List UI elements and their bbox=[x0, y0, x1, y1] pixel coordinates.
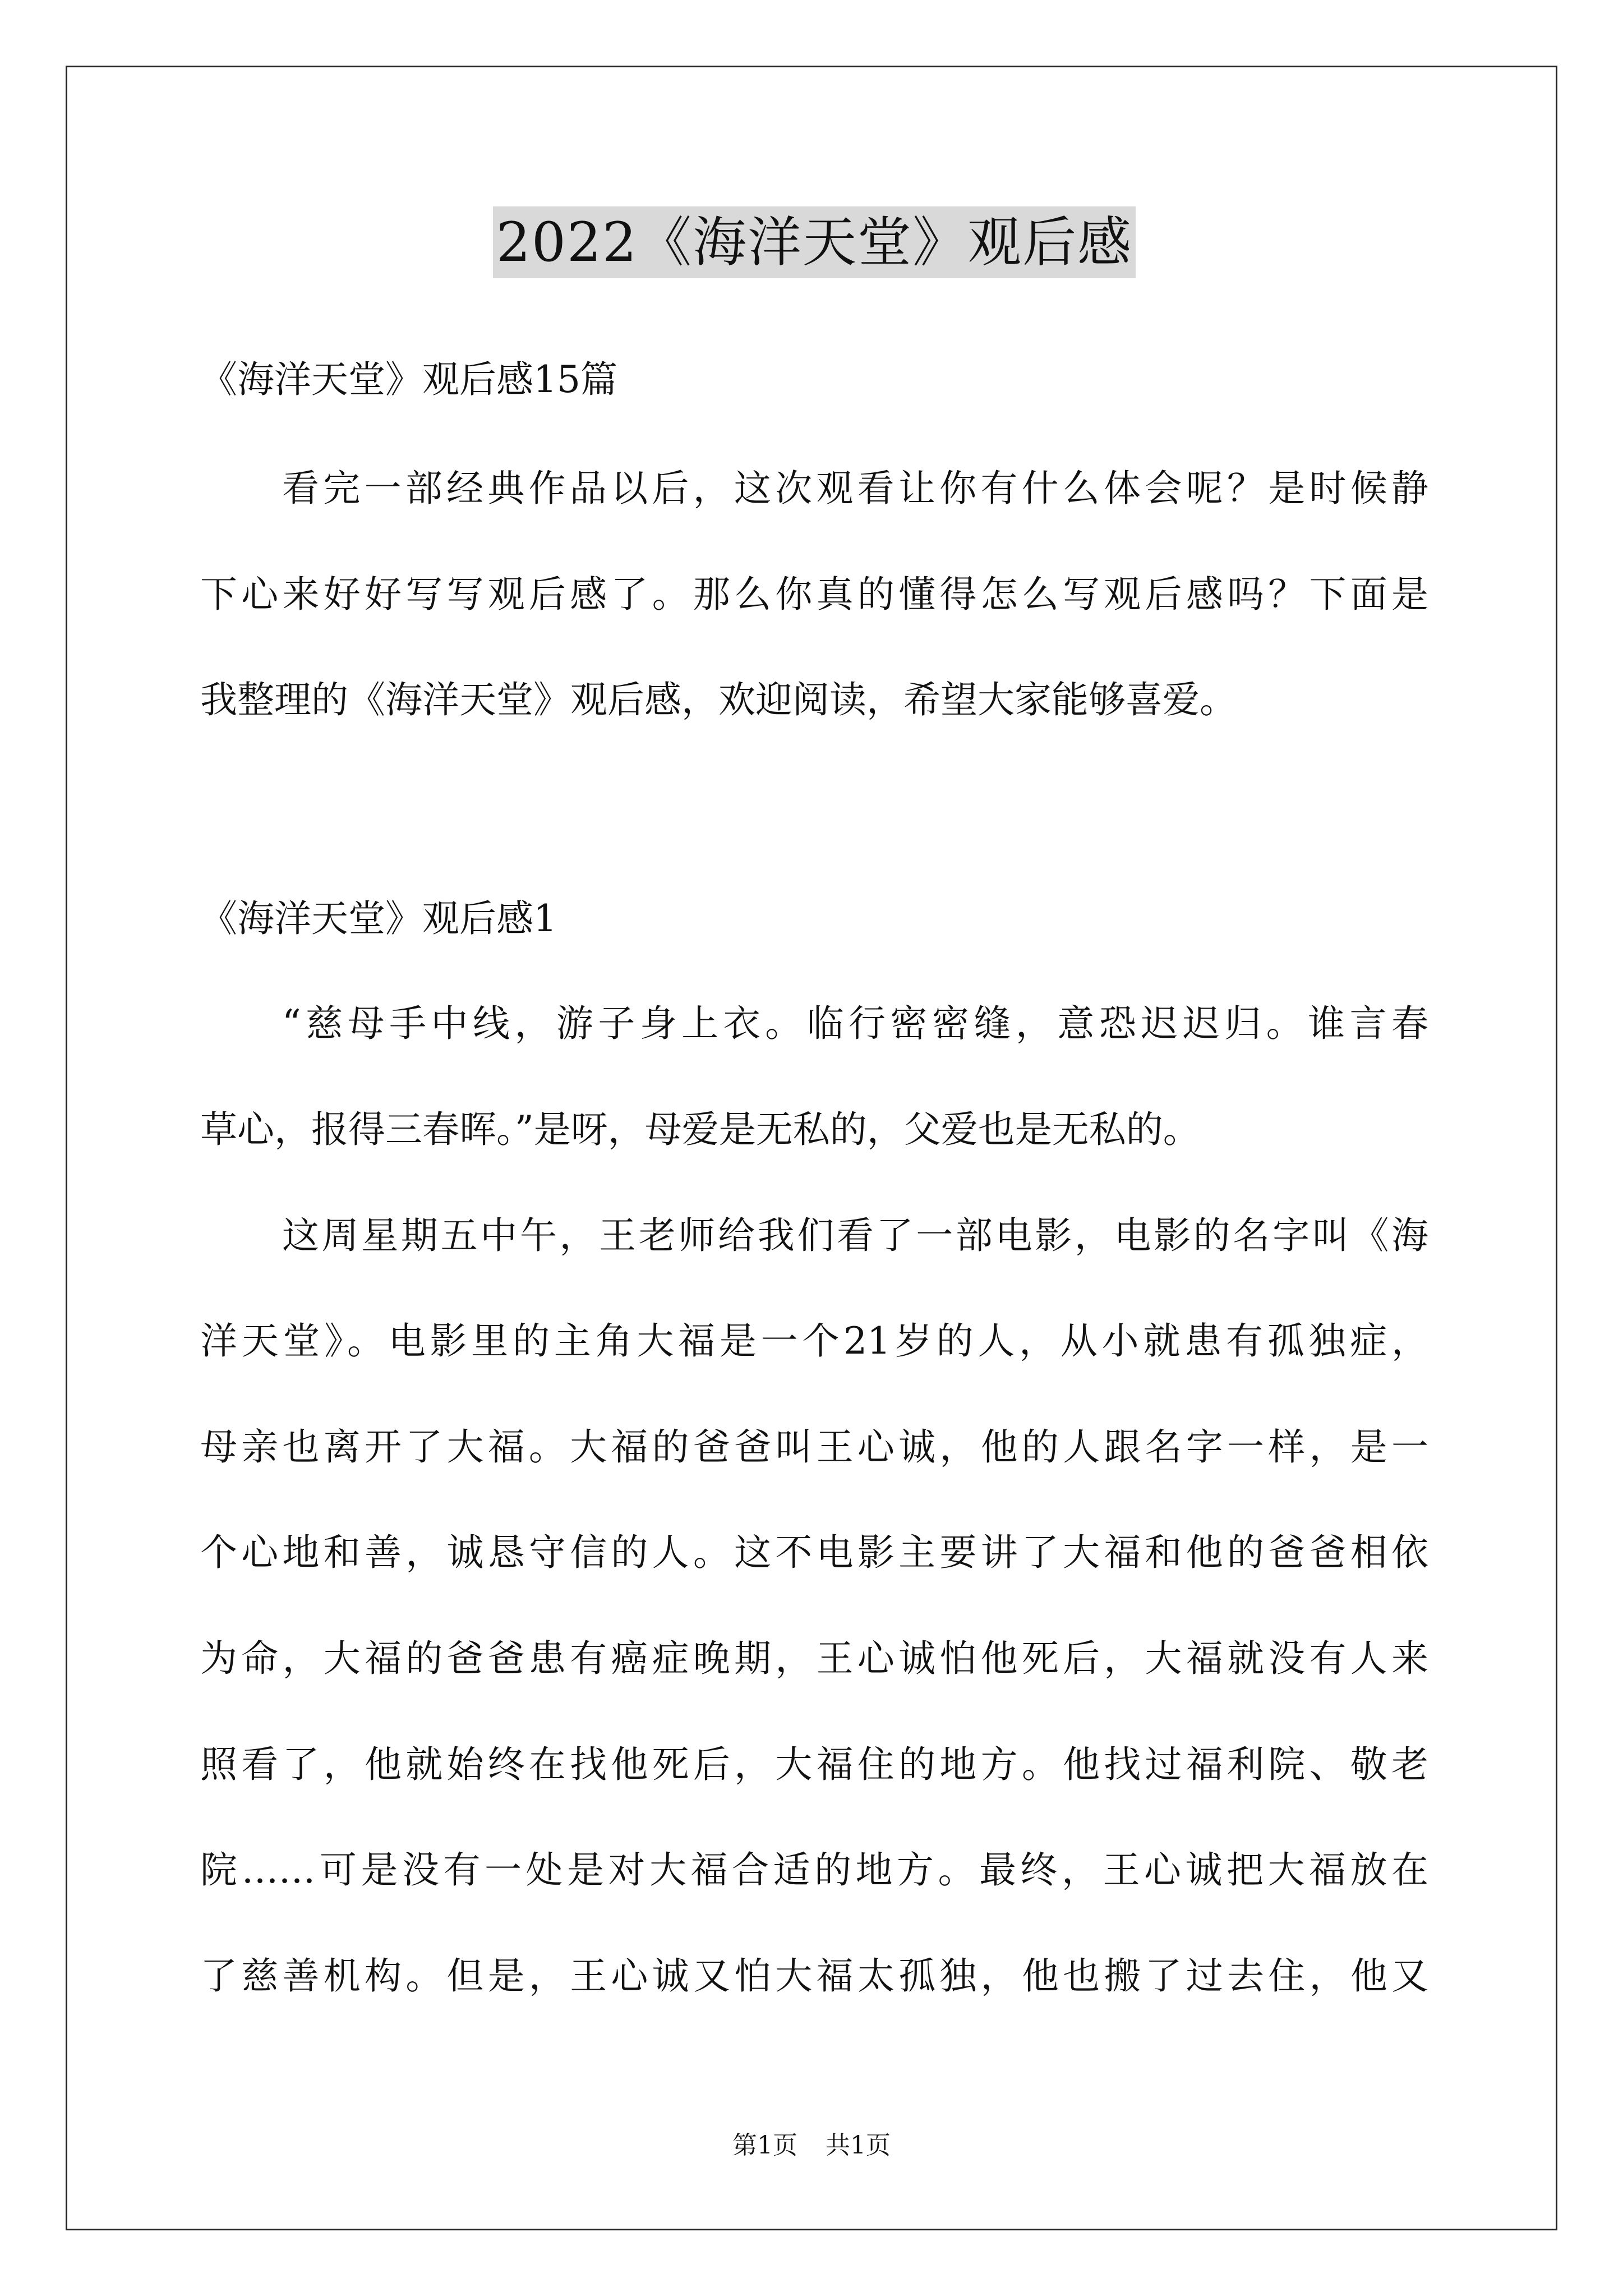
paragraph-line: 个心地和善，诚恳守信的人。这不电影主要讲了大福和他的爸爸相依 bbox=[200, 1531, 1428, 1574]
paragraph-line: 照看了，他就始终在找他死后，大福住的地方。他找过福利院、敬老 bbox=[200, 1743, 1428, 1786]
paragraph-line: 了慈善机构。但是，王心诚又怕大福太孤独，他也搬了过去住，他又 bbox=[200, 1954, 1428, 1998]
intro-line: 我整理的《海洋天堂》观后感，欢迎阅读，希望大家能够喜爱。 bbox=[200, 678, 1237, 721]
paragraph-line: 这周星期五中午，王老师给我们看了一部电影，电影的名字叫《海 bbox=[282, 1214, 1428, 1257]
paragraph-line: 院……可是没有一处是对大福合适的地方。最终，王心诚把大福放在 bbox=[200, 1848, 1428, 1892]
page-number: 第1页 bbox=[732, 2131, 797, 2160]
paragraph-line: “慈母手中线，游子身上衣。临行密密缝，意恐迟迟归。谁言春 bbox=[282, 1002, 1428, 1045]
document-title: 2022《海洋天堂》观后感 bbox=[493, 206, 1136, 278]
paragraph-line: 洋天堂》。电影里的主角大福是一个21岁的人，从小就患有孤独症， bbox=[200, 1319, 1428, 1363]
intro-line: 下心来好好写写观后感了。那么你真的懂得怎么写观后感吗？下面是 bbox=[200, 573, 1428, 616]
paragraph-line: 为命，大福的爸爸患有癌症晚期，王心诚怕他死后，大福就没有人来 bbox=[200, 1637, 1428, 1680]
intro-line: 看完一部经典作品以后，这次观看让你有什么体会呢？是时候静 bbox=[282, 467, 1428, 510]
title-wrap bbox=[200, 206, 1428, 278]
page-total: 共1页 bbox=[826, 2131, 891, 2160]
section-heading: 《海洋天堂》观后感1 bbox=[200, 897, 557, 940]
paragraph-line: 草心，报得三春晖。”是呀，母爱是无私的，父爱也是无私的。 bbox=[200, 1108, 1200, 1151]
paragraph-line: 母亲也离开了大福。大福的爸爸叫王心诚，他的人跟名字一样，是一 bbox=[200, 1425, 1428, 1469]
page-footer bbox=[0, 2129, 1623, 2162]
subtitle: 《海洋天堂》观后感15篇 bbox=[200, 358, 617, 401]
